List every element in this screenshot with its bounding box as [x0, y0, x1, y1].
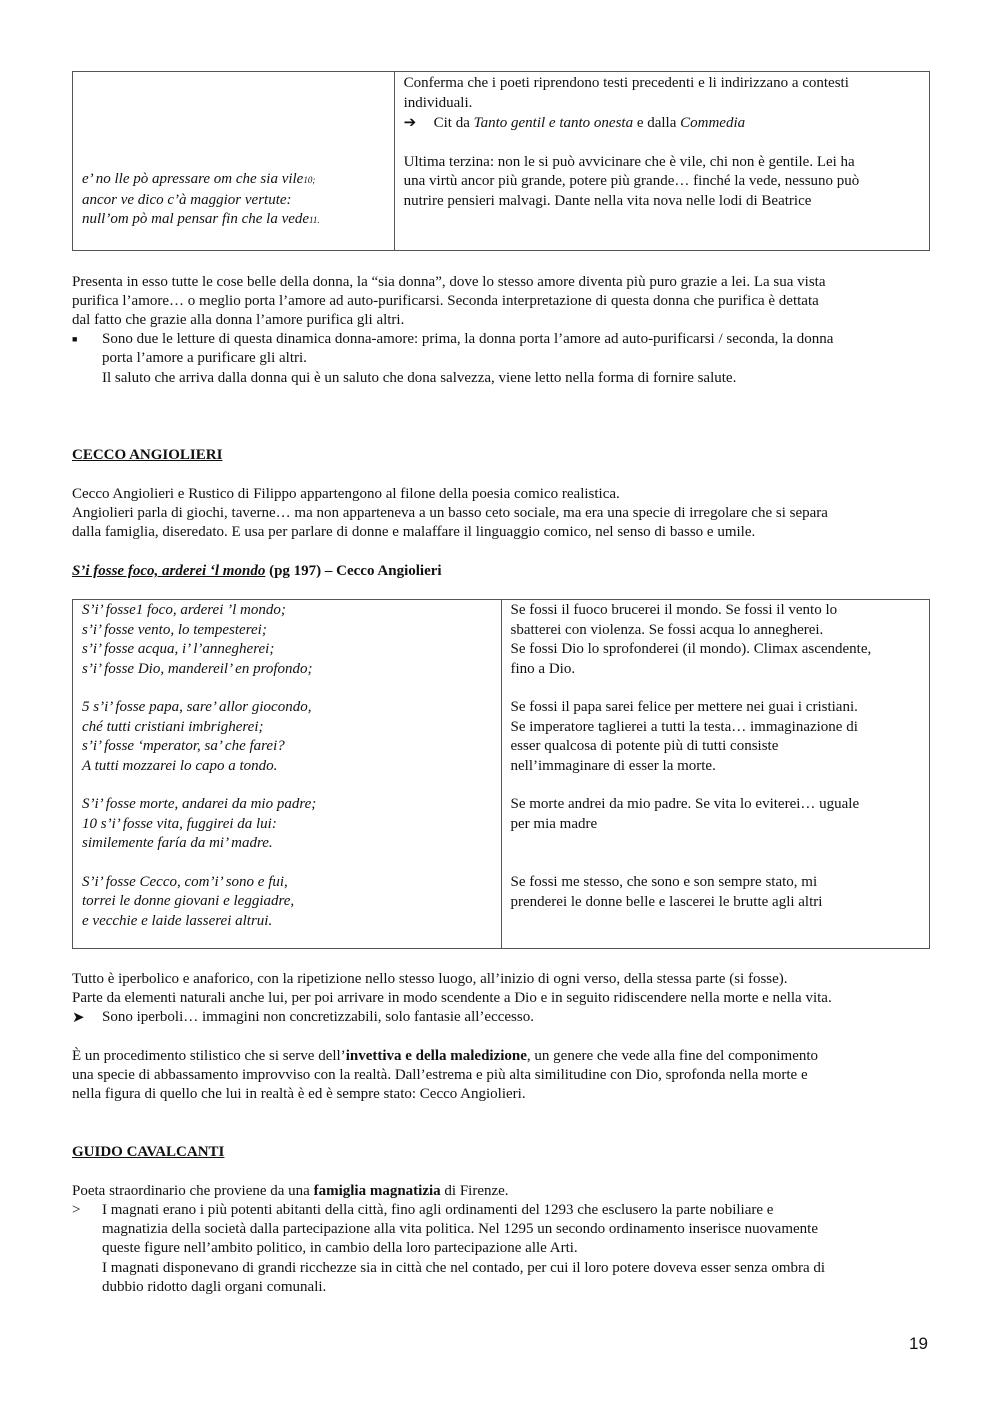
- verse-line: s’i’ fosse Dio, mandereil’ en profondo;: [82, 660, 313, 677]
- bullet-line: Il saluto che arriva dalla donna qui è un saluto che dona salvezza, viene letto nella forma di fornire salute.: [102, 370, 737, 386]
- comment-line: individuali.: [403, 94, 473, 111]
- bullet-line: dubbio ridotto dagli organi comunali.: [102, 1279, 327, 1295]
- comment-line: Ultima terzina: non le si può avvicinare che è vile, chi non è gentile. Lei ha: [403, 153, 855, 170]
- verse-line: torrei le donne giovani e leggiadre,: [82, 893, 295, 909]
- paragraph-line: purifica l’amore… o meglio porta l’amore ad auto-purificarsi. Seconda interpretazione di questa donna che purifica è dettata: [72, 293, 819, 309]
- bullet-marker: >: [72, 1202, 81, 1218]
- poem-table: [72, 599, 930, 949]
- verse-line: e’ no lle pò apressare om che sia vile10;: [82, 171, 316, 187]
- poem-title: S’i fosse foco, arderei ‘l mondo (pg 197) – Cecco Angiolieri: [72, 563, 442, 579]
- table1-verse-cell: [73, 72, 395, 251]
- arrow-right-icon: ➔: [403, 113, 417, 131]
- comment-line: nutrire pensieri malvagi. Dante nella vita nova nelle lodi di Beatrice: [403, 192, 812, 209]
- verse-line: e vecchie e laide lasserei altrui.: [82, 912, 273, 929]
- bullet-line: magnatizia della società dalla partecipazione alla vita politica. Nel 1295 un secondo ordinamento inserisce nuovamente: [102, 1221, 818, 1237]
- table1-comment-cell: [394, 72, 929, 251]
- section-heading-cecco: CECCO ANGIOLIERI: [72, 447, 223, 463]
- verse-line: ché tutti cristiani imbrigherei;: [82, 718, 264, 735]
- bullet-line: I magnati disponevano di grandi ricchezze sia in città che nel contado, per cui il loro potere doveva esser senza ombra di: [102, 1260, 826, 1276]
- paraphrase-line: prenderei le donne belle e lascerei le brutte agli altri: [510, 893, 823, 910]
- paragraph-line: Presenta in esso tutte le cose belle della donna, la “sia donna”, dove lo stesso amore diventa più puro grazie a lei. La sua vista: [72, 274, 826, 290]
- poem-verse-cell: [73, 600, 502, 949]
- arrow-bullet-line: ➔ Cit da Tanto gentil e tanto onesta e dalla Commedia: [403, 113, 746, 131]
- page-number: 19: [909, 1334, 928, 1353]
- paragraph-line: Angiolieri parla di giochi, taverne… ma non apparteneva a un basso ceto sociale, ma era una specie di irregolare che si separa: [72, 505, 828, 521]
- arrowhead-bullet-icon: ➤: [72, 1008, 85, 1026]
- verse-line: ancor ve dico c’à maggior vertute:: [82, 191, 292, 208]
- paragraph-line: Tutto è iperbolico e anaforico, con la ripetizione nello stesso luogo, all’inizio di ogni verso, della stessa parte (si fosse).: [72, 971, 788, 987]
- paraphrase-line: fino a Dio.: [510, 660, 576, 677]
- paraphrase-line: Se fossi il papa sarei felice per mettere nei guai i cristiani.: [510, 699, 858, 715]
- footnote-ref: 10;: [303, 175, 316, 185]
- paraphrase-line: Se imperatore taglierei a tutti la testa… immaginazione di: [510, 718, 858, 735]
- paraphrase-line: nell’immaginare di esser la morte.: [510, 757, 716, 774]
- paragraph-line: È un procedimento stilistico che si serve dell’invettiva e della maledizione, un genere che vede alla fine del componimento: [72, 1048, 819, 1064]
- verse-line: similemente faría da mi’ madre.: [82, 835, 273, 851]
- paraphrase-line: Se morte andrei da mio padre. Se vita lo eviterei… uguale: [510, 796, 860, 812]
- square-bullet-icon: ■: [72, 334, 78, 344]
- paraphrase-line: Se fossi il fuoco brucerei il mondo. Se fossi il vento lo: [510, 602, 838, 618]
- paragraph-line: dal fatto che grazie alla donna l’amore purifica gli altri.: [72, 312, 405, 328]
- verse-line: S’i’ fosse1 foco, arderei ’l mondo;: [82, 602, 286, 618]
- paragraph-line: Parte da elementi naturali anche lui, per poi arrivare in modo scendente a Dio e in seguito ridiscendere nella morte e nella vita.: [72, 990, 832, 1006]
- paragraph-line: Cecco Angiolieri e Rustico di Filippo appartengono al filone della poesia comico realistica.: [72, 486, 620, 502]
- verse-line: s’i’ fosse ‘mperator, sa’ che farei?: [82, 738, 285, 754]
- paragraph-line: dalla famiglia, diseredato. E usa per parlare di donne e malaffare il linguaggio comico, nel senso di basso e umile.: [72, 524, 756, 540]
- verse-line: 10 s’i’ fosse vita, fuggirei da lui:: [82, 815, 277, 832]
- footnote-ref: 11.: [309, 215, 320, 225]
- commentary-table-1: [72, 71, 930, 251]
- verse-line: 5 s’i’ fosse papa, sare’ allor giocondo,: [82, 699, 312, 715]
- paraphrase-line: Se fossi me stesso, che sono e son sempre stato, mi: [510, 874, 818, 890]
- bullet-line: Sono iperboli… immagini non concretizzabili, solo fantasie all’eccesso.: [102, 1009, 534, 1025]
- paraphrase-line: sbatterei con violenza. Se fossi acqua lo annegherei.: [510, 621, 824, 638]
- section-heading-guido: GUIDO CAVALCANTI: [72, 1144, 225, 1160]
- comment-line: Conferma che i poeti riprendono testi precedenti e li indirizzano a contesti: [403, 75, 849, 91]
- bullet-line: porta l’amore a purificare gli altri.: [102, 350, 307, 366]
- verse-line: S’i’ fosse Cecco, com’i’ sono e fui,: [82, 873, 288, 890]
- paraphrase-line: esser qualcosa di potente più di tutti consiste: [510, 738, 779, 754]
- paragraph-line: nella figura di quello che lui in realtà è ed è sempre stato: Cecco Angiolieri.: [72, 1086, 526, 1102]
- bullet-line: queste figure nell’ambito politico, in cambio della loro partecipazione alle Arti.: [102, 1240, 578, 1256]
- verse-line: null’om pò mal pensar fin che la vede11.: [82, 211, 320, 227]
- bullet-line: I magnati erano i più potenti abitanti della città, fino agli ordinamenti del 1293 che esclusero la parte nobiliare e: [102, 1202, 774, 1218]
- verse-line: s’i’ fosse acqua, i’ l’annegherei;: [82, 641, 275, 657]
- paraphrase-line: Se fossi Dio lo sprofonderei (il mondo). Climax ascendente,: [510, 641, 872, 657]
- comment-line: una virtù ancor più grande, potere più grande… finché la vede, nessuno può: [403, 173, 860, 189]
- poem-paraphrase-cell: [501, 600, 930, 949]
- paragraph-line: una specie di abbassamento improvviso con la realtà. Dall’estrema e più alta similitudine con Dio, sprofonda nella morte e: [72, 1067, 808, 1083]
- paragraph-line: Poeta straordinario che proviene da una famiglia magnatizia di Firenze.: [72, 1183, 509, 1199]
- verse-line: s’i’ fosse vento, lo tempesterei;: [82, 621, 267, 638]
- paraphrase-line: per mia madre: [510, 815, 598, 832]
- bullet-line: Sono due le letture di questa dinamica donna-amore: prima, la donna porta l’amore ad auto-purificarsi / seconda, la donna: [102, 331, 834, 347]
- verse-line: A tutti mozzarei lo capo a tondo.: [82, 757, 278, 774]
- verse-line: S’i’ fosse morte, andarei da mio padre;: [82, 796, 317, 812]
